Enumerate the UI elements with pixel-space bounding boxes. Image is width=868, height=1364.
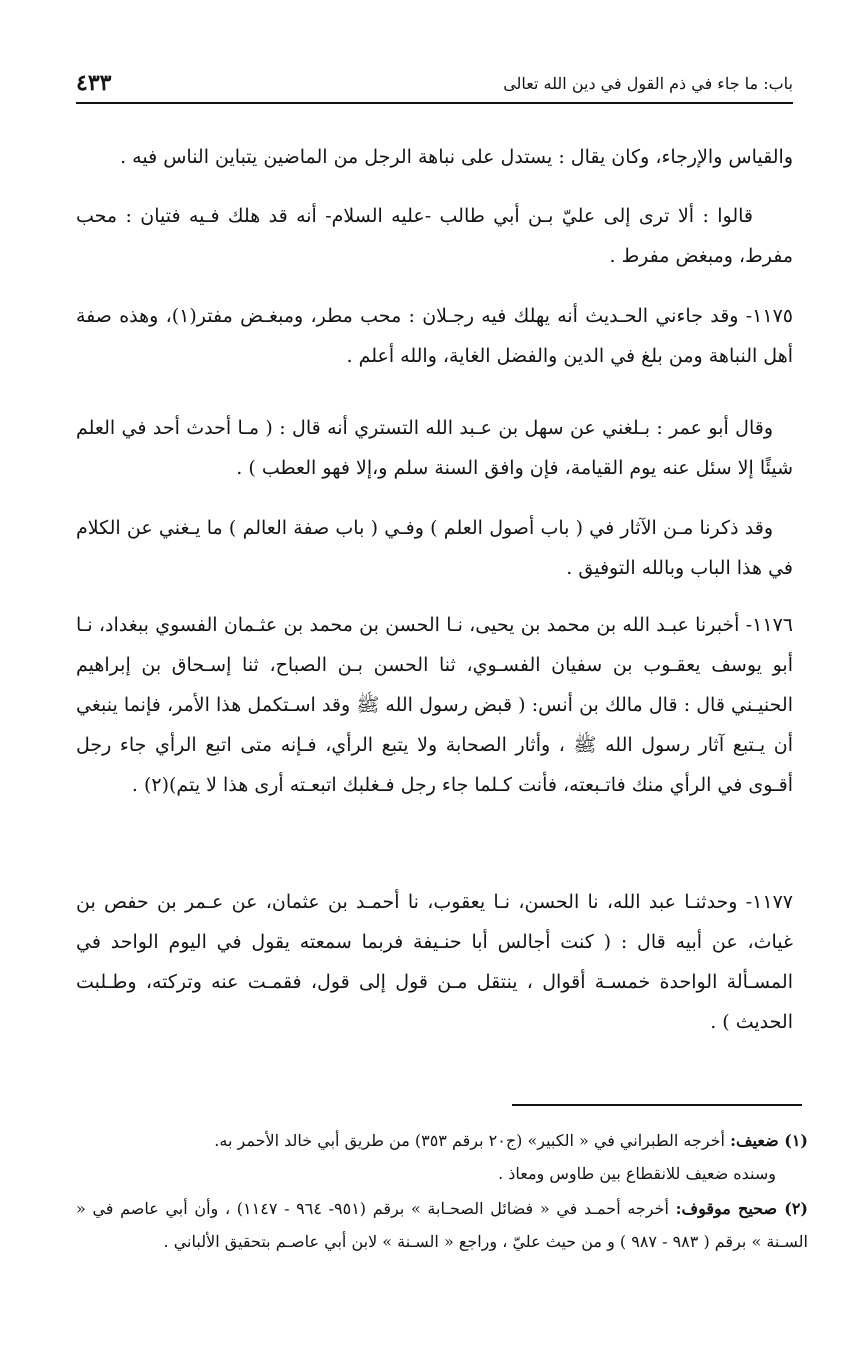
footnote-1-text: أخرجه الطبراني في « الكبير» (ج٢٠ برقم ٣٥٣) من طريق أبي خالد الأحمر به. (214, 1131, 731, 1150)
footnote-2 (76, 1192, 808, 1258)
footnote-1 (76, 1124, 808, 1157)
paragraph-4: وقال أبو عمر : بـلغني عن سهل بن عـبد الله التستري أنه قال : ( مـا أحدث أحد في العلم شيئًا إلا سئل عنه يوم القيامة، فإن وافق السنة سلم و،إلا فهو العطب ) . (76, 417, 793, 479)
footnote-1-grade: (١) ضعيف: (730, 1131, 808, 1150)
chapter-title: باب: ما جاء في ذم القول في دين الله تعالى (503, 74, 793, 93)
footnote-1-line-2: وسنده ضعيف للانقطاع بين طاوس ومعاذ . (498, 1164, 776, 1183)
header-rule (76, 102, 793, 104)
paragraph-1: والقياس والإرجاء، وكان يقال : يستدل على نباهة الرجل من الماضين يتباين الناس فيه . (120, 146, 793, 168)
paragraph-7-hadith-1177: ١١٧٧- وحدثنـا عبد الله، نا الحسن، نـا يعقوب، نا أحمـد بن عثمان، عن عـمر بن حفص بن غياث، عن أبيه قال : ( كنت أجالس أبا حنـيفة فربما سمعته يقول في اليوم الواحد في المسـألة الواحدة خمسـة أقوال ، ينتقل مـن قول إلى قول، فقمـت عنه وتركته، وطـلبت الحديث ) . (76, 891, 793, 1033)
paragraph-3: ١١٧٥- وقد جاءني الحـديث أنه يهلك فيه رجـلان : محب مطر، ومبغـض مفتر(١)، وهذه صفة أهل النباهة ومن بلغ في الدين والفضل الغاية، والله أعلم . (76, 305, 793, 367)
paragraph-2: قالوا : ألا ترى إلى عليّ بـن أبي طالب -عليه السلام- أنه قد هلك فـيه فتيان : محب مفرط، ومبغض مفرط . (76, 205, 793, 267)
footnote-rule (512, 1104, 802, 1106)
paragraph-5: وقد ذكرنا مـن الآثار في ( باب أصول العلم ) وفـي ( باب صفة العالم ) ما يـغني عن الكلام في هذا الباب وبالله التوفيق . (76, 517, 793, 579)
paragraph-6-hadith-1176: ١١٧٦- أخبرنا عبـد الله بن محمد بن يحيى، نـا الحسن بن محمد بن عثـمان الفسوي ببغداد، نـا أبو يوسف يعقـوب بن سفيان الفسـوي، ثنا الحسن بـن الصباح، ثنا إسـحاق بن إبراهيم الحنيـني قال : قال مالك بن أنس: ( قبض رسول الله ﷺ وقد اسـتكمل هذا الأمر، فإنما ينبغي أن يـتبع آثار رسول الله ﷺ ، وأثار الصحابة ولا يتبع الرأي، فـإنه متى اتبع الرأي جاء رجل أقـوى في الرأي منك فاتـبعته، فأنت كـلما جاء رجل فـغلبك اتبعـته أرى هذا لا يتم)(٢) . (76, 614, 793, 796)
footnote-2-text: أخرجه أحمـد في « فضائل الصحـابة » برقم (٩٥١- ٩٦٤ - ١١٤٧) ، وأن أبي عاصم في « السـنة » برقم ( ٩٨٣ - ٩٨٧ ) و من حيث عليّ ، وراجع « السـنة » لابن أبي عاصـم بتحقيق الألباني . (76, 1199, 808, 1251)
page-number: ٤٣٣ (76, 70, 112, 96)
footnote-2-grade: (٢) صحيح موقوف: (675, 1199, 808, 1218)
running-header (76, 70, 793, 100)
